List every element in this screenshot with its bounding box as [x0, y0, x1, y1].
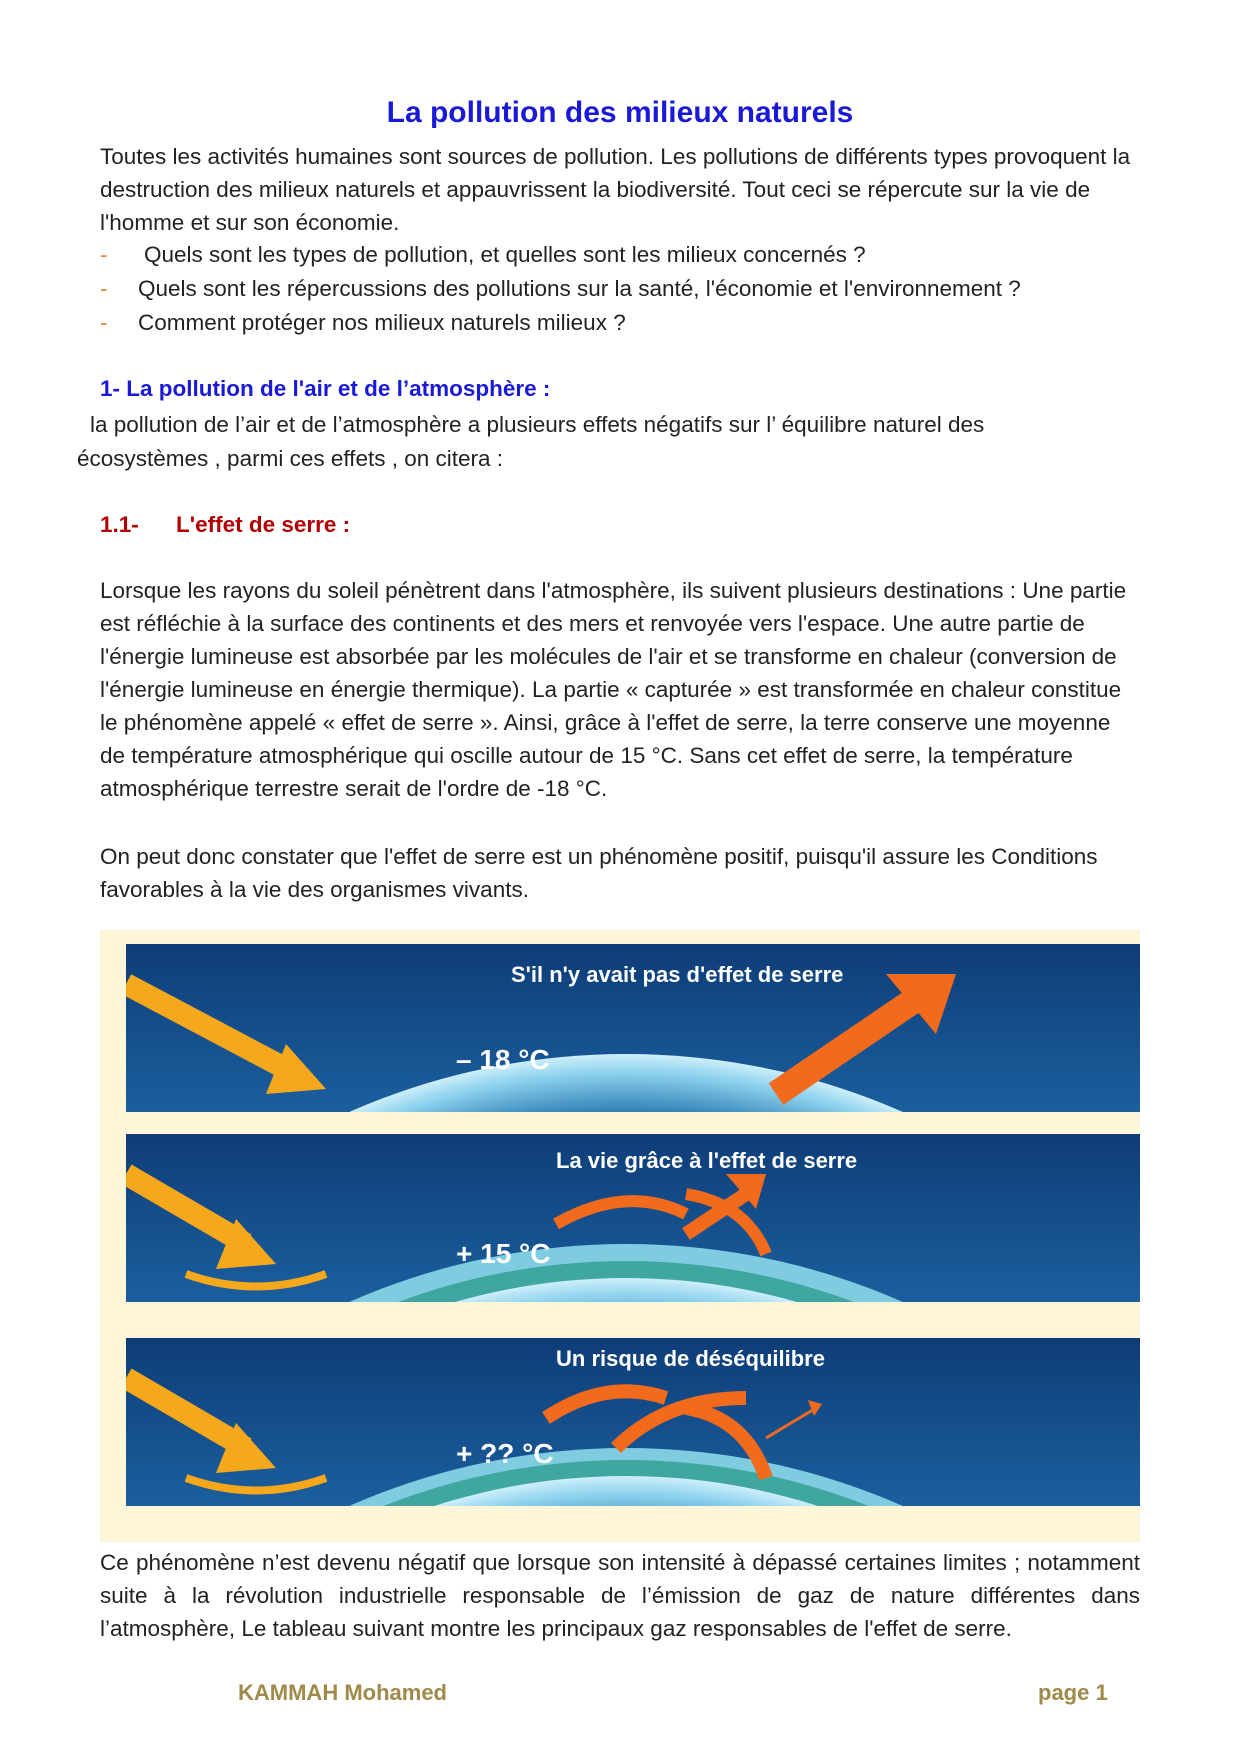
panel-title: La vie grâce à l'effet de serre [556, 1148, 858, 1173]
footer-author: KAMMAH Mohamed [238, 1680, 447, 1705]
panel-temperature: – 18 °C [456, 1044, 550, 1075]
section-1-heading: 1- La pollution de l'air et de l’atmosphère : [100, 376, 551, 401]
bullet-dash: - [100, 276, 108, 301]
panel-title: S'il n'y avait pas d'effet de serre [511, 962, 844, 987]
panel-temperature: + 15 °C [456, 1238, 551, 1269]
panel-temperature: + ?? °C [456, 1438, 554, 1469]
section-1-text-line1: la pollution de l’air et de l’atmosphère a plusieurs effets négatifs sur l’ équilibre naturel des [90, 412, 985, 437]
question-text: Quels sont les répercussions des pollutions sur la santé, l'économie et l'environnement ? [138, 276, 1021, 301]
section-1-text-line2: écosystèmes , parmi ces effets , on citera : [77, 446, 504, 471]
figure-panel-no-greenhouse [126, 944, 1140, 1112]
figure-panel-greenhouse-life [126, 1134, 1140, 1302]
question-item [100, 238, 866, 271]
greenhouse-effect-figure [100, 930, 1140, 1542]
greenhouse-conclusion: On peut donc constater que l'effet de serre est un phénomène positif, puisqu'il assure les Conditions favorables à la vie des organismes vivants. [100, 844, 1098, 902]
section-1-1-heading [100, 512, 350, 538]
question-text: Comment protéger nos milieux naturels milieux ? [138, 310, 626, 335]
page-title: La pollution des milieux naturels [386, 96, 854, 129]
closing-paragraph: Ce phénomène n’est devenu négatif que lorsque son intensité à dépassé certaines limites ; notamment suite à la révolution industrielle responsable de l’émission de gaz de nature différentes dans l’atmosphère, Le tableau suivant montre les principaux gaz responsables de l'effet de serre. [100, 1550, 1140, 1641]
figure-panel-imbalance-risk [126, 1338, 1140, 1506]
question-text: Quels sont les types de pollution, et quelles sont les milieux concernés ? [144, 242, 866, 267]
bullet-dash: - [100, 310, 108, 335]
section-title: L'effet de serre : [176, 512, 351, 537]
greenhouse-paragraph: Lorsque les rayons du soleil pénètrent dans l'atmosphère, ils suivent plusieurs destinations : Une partie est réfléchie à la surface des continents et des mers et renvoyée vers l'espace. Une autre partie de l'énergie lumineuse est absorbée par les molécules de l'air et se transforme en chaleur (conversion de l'énergie lumineuse en énergie thermique). La partie « capturée » est transformée en chaleur constitue le phénomène appelé « effet de serre ». Ainsi, grâce à l'effet de serre, la terre conserve une moyenne de température atmosphérique qui oscille autour de 15 °C. Sans cet effet de serre, la température atmosphérique terrestre serait de l'ordre de -18 °C. [100, 578, 1127, 801]
section-number: 1.1- [100, 512, 139, 537]
question-item [100, 272, 1021, 305]
question-item [100, 306, 626, 339]
panel-title: Un risque de déséquilibre [556, 1346, 825, 1371]
footer-page-number: page 1 [1038, 1680, 1108, 1705]
intro-paragraph: Toutes les activités humaines sont sources de pollution. Les pollutions de différents types provoquent la destruction des milieux naturels et appauvrissent la biodiversité. Tout ceci se répercute sur la vie de l'homme et sur son économie. [100, 144, 1131, 235]
bullet-dash: - [100, 242, 108, 267]
